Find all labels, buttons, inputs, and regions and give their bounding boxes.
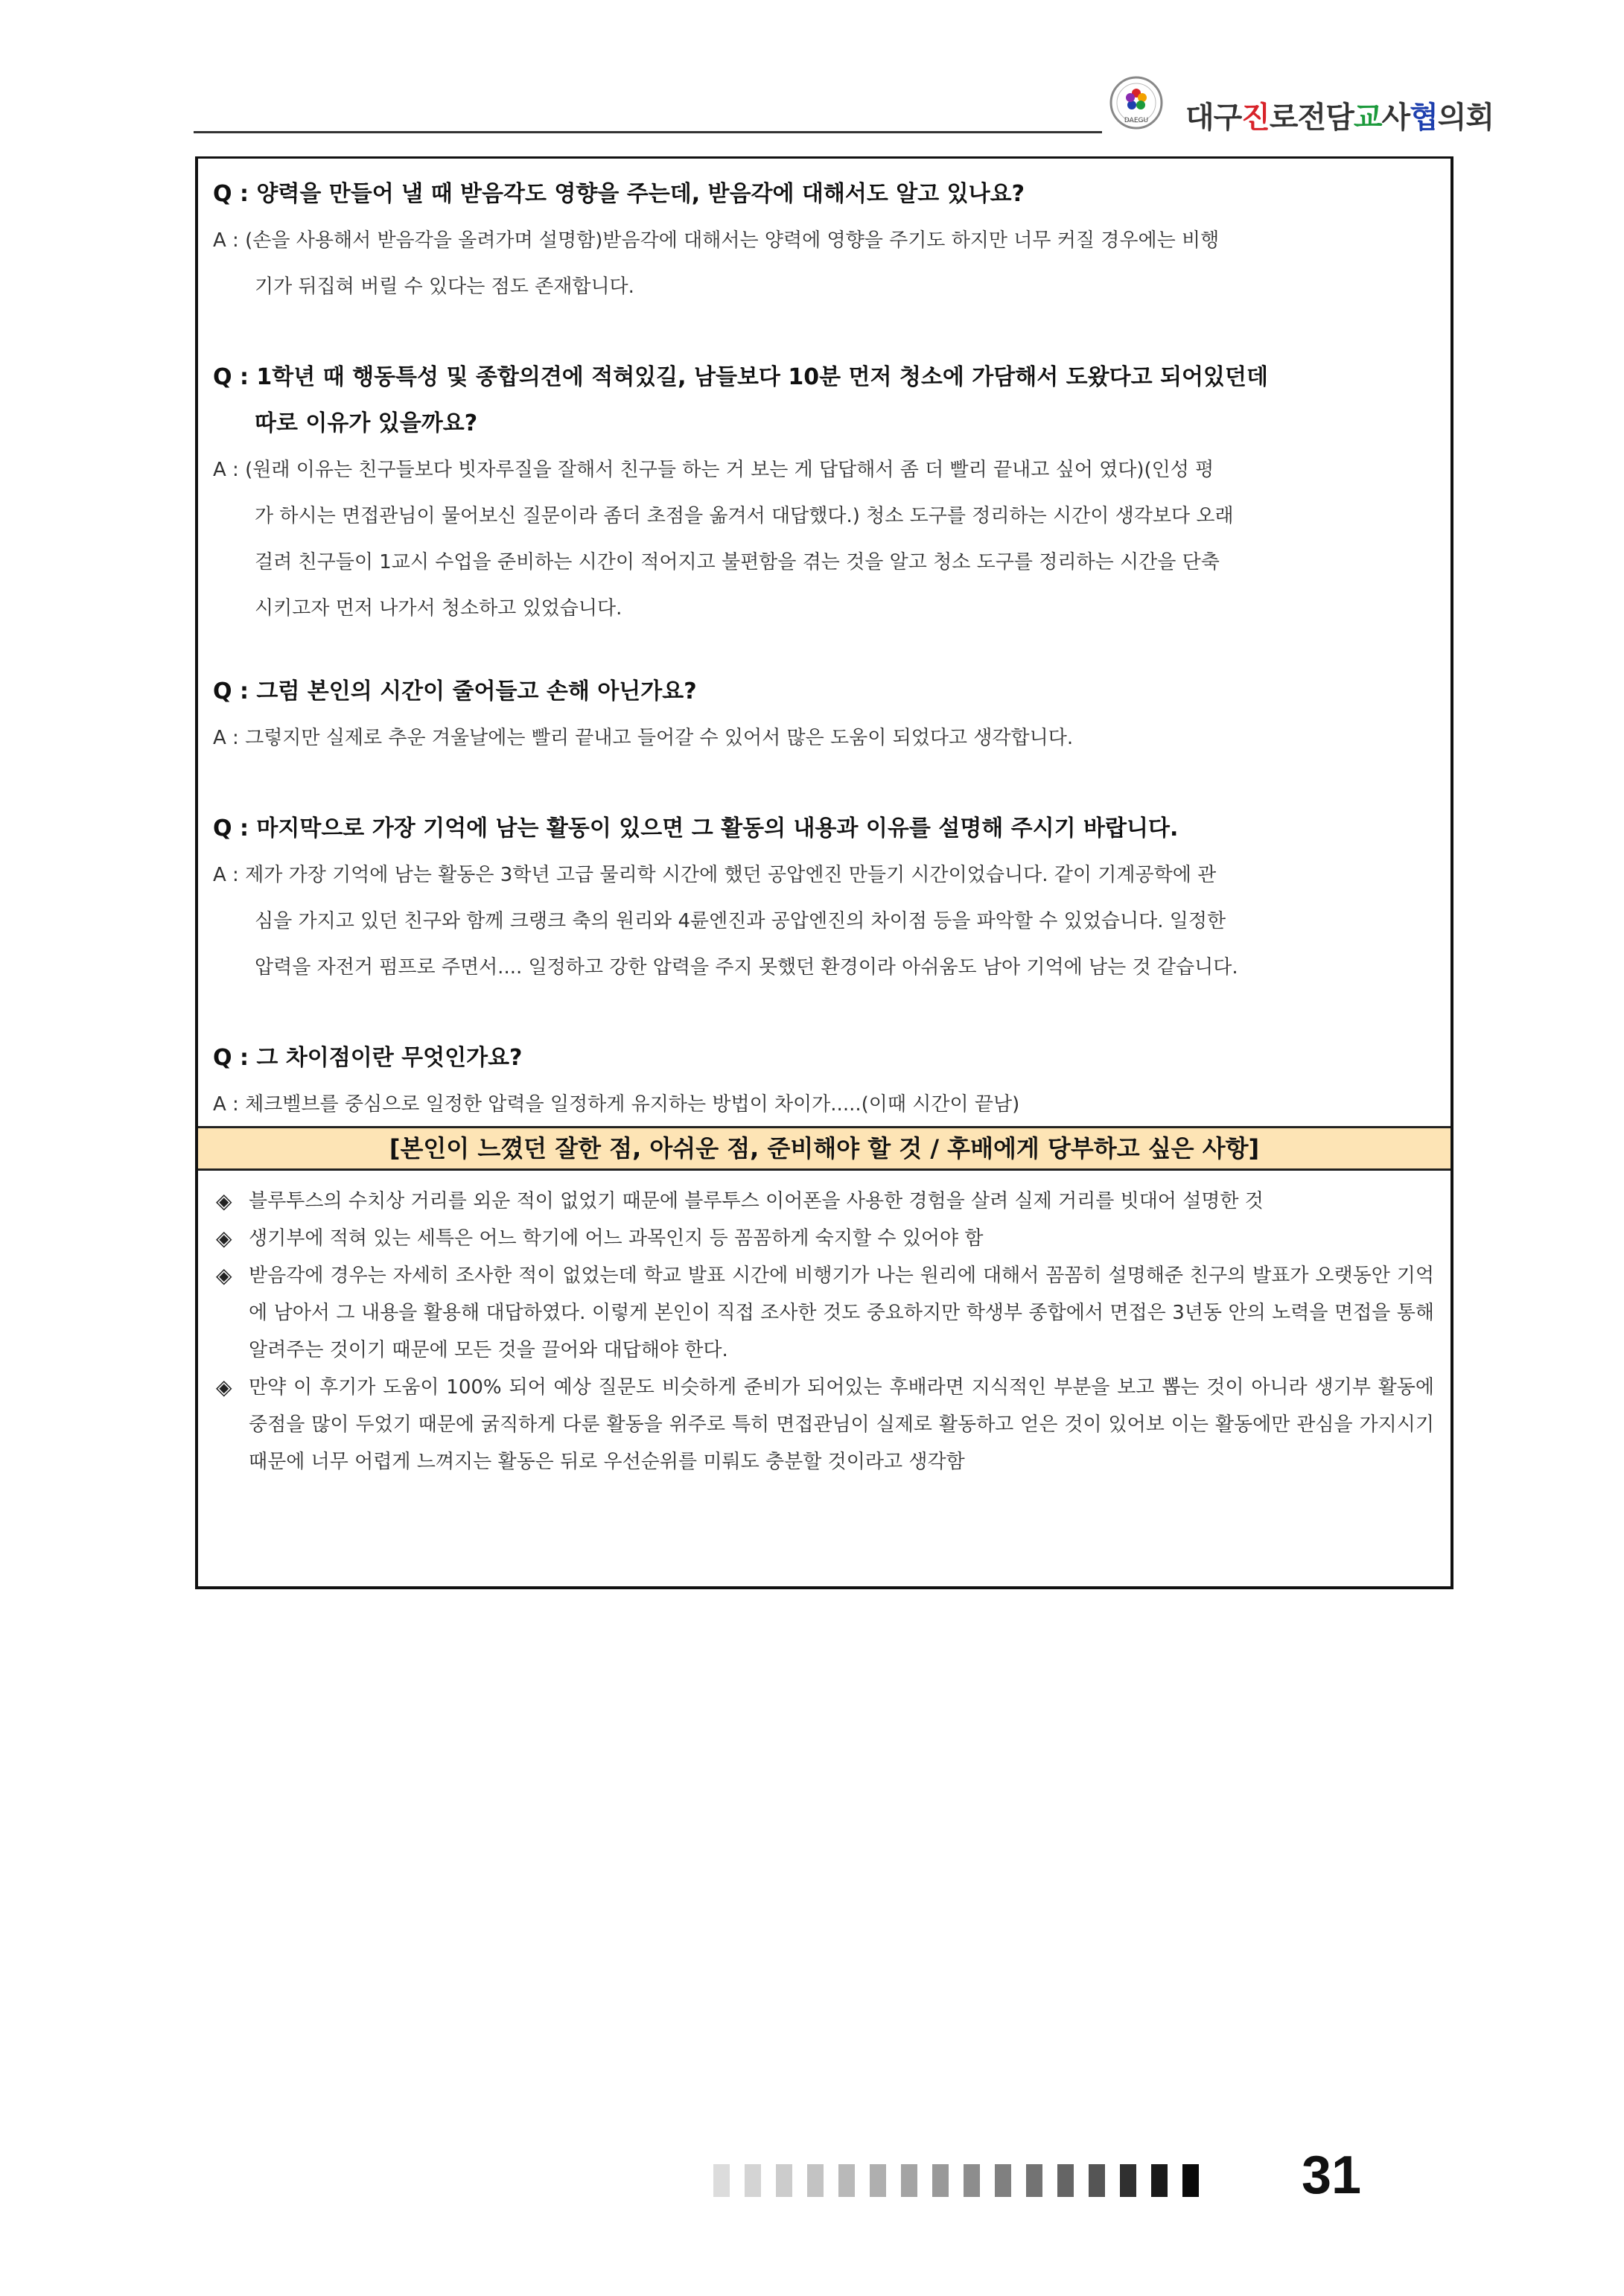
answer-line: 심을 가지고 있던 친구와 함께 크랭크 축의 원리와 4륜엔진과 공압엔진의 차이점 등을 파악할 수 있었습니다. 일정한 [255,910,1226,932]
question-text [213,669,1434,715]
diamond-bullet-icon: ◈ [216,1263,232,1288]
answer-line: A : (손을 사용해서 받음각을 올려가며 설명함)받음각에 대해서는 양력에 영향을 주기도 하지만 너무 커질 경우에는 비행 [213,229,1220,252]
page-number: 31 [1302,2146,1362,2205]
footer-square [807,2164,824,2197]
tip-item [216,1220,1434,1257]
footer-square [870,2164,886,2197]
question-line: Q : 1학년 때 행동특성 및 종합의견에 적혀있길, 남들보다 10분 먼저 청소에 가담해서 도왔다고 되어있던데 [213,364,1268,390]
footer-square [713,2164,730,2197]
answer-line: A : (원래 이유는 친구들보다 빗자루질을 잘해서 친구들 하는 거 보는 게 답답해서 좀 더 빨리 끝내고 싶어 였다)(인성 평 [213,459,1214,481]
question-line: Q : 양력을 만들어 낼 때 받음각도 영향을 주는데, 받음각에 대해서도 알고 있나요? [213,181,1025,207]
question-text [213,1035,1434,1081]
question-text [213,806,1434,852]
answer-line: 시키고자 먼저 나가서 청소하고 있었습니다. [255,597,622,620]
answer-text [213,852,1434,990]
tip-text: 블루투스의 수치상 거리를 외운 적이 없었기 때문에 블루투스 이어폰을 사용한 경험을 살려 실제 거리를 빗대어 설명한 것 [249,1190,1264,1212]
answer-line: 가 하시는 면접관님이 물어보신 질문이라 좀더 초점을 옮겨서 대답했다.) 청소 도구를 정리하는 시간이 생각보다 오래 [255,505,1234,527]
footer-square [745,2164,761,2197]
answer-line: A : 제가 가장 기억에 남는 활동은 3학년 고급 물리학 시간에 했던 공압엔진 만들기 시간이었습니다. 같이 기계공학에 관 [213,864,1217,886]
org-name-part: 협 [1410,101,1438,135]
tips-title: [본인이 느꼈던 잘한 점, 아쉬운 점, 준비해야 할 것 / 후배에게 당부하고 싶은 사항] [198,1126,1451,1171]
qa-block [213,171,1434,310]
diamond-bullet-icon: ◈ [216,1189,232,1213]
question-line: 따로 이유가 있을까요? [255,410,478,436]
qa-block [213,1035,1434,1128]
answer-line: A : 체크벨브를 중심으로 일정한 압력을 일정하게 유지하는 방법이 차이가.....(이때 시간이 끝남) [213,1093,1020,1116]
footer-square [1089,2164,1105,2197]
answer-text [213,715,1434,761]
answer-text [213,1081,1434,1128]
footer-square [964,2164,980,2197]
org-name-part: 교 [1353,101,1382,135]
footer-square [995,2164,1011,2197]
header-rule [194,131,1102,133]
tip-text: 만약 이 후기가 도움이 100% 되어 예상 질문도 비슷하게 준비가 되어있는 후배라면 지식적인 부분을 보고 뽑는 것이 아니라 생기부 활동에 중점을 많이 두었기 때문에 굵직하게 다룬 활동을 위주로 특히 면접관님이 실제로 활동하고 얻은 것이 있어보 이는 활동에만 관심을 가지시기 때문에 너무 어렵게 느껴지는 활동은 뒤로 우선순위를 미뤄도 충분할 것이라고 생각함 [249,1376,1434,1473]
footer-square [901,2164,917,2197]
footer-square [1120,2164,1136,2197]
org-name-part: 로전담 [1269,101,1354,135]
tip-item [216,1369,1434,1481]
question-line: Q : 그럼 본인의 시간이 줄어들고 손해 아닌가요? [213,678,697,705]
answer-line: 압력을 자전거 펌프로 주면서.... 일정하고 강한 압력을 주지 못했던 환경이라 아쉬움도 남아 기억에 남는 것 같습니다. [255,956,1238,979]
organization-name [1185,94,1494,136]
footer-square [1057,2164,1074,2197]
answer-text [213,447,1434,632]
org-name-part: 대구 [1185,101,1242,135]
answer-line: 기가 뒤집혀 버릴 수 있다는 점도 존재합니다. [255,276,634,298]
tip-item [216,1257,1434,1369]
org-name-part: 사 [1381,101,1410,135]
footer-square [838,2164,855,2197]
footer-square [1182,2164,1199,2197]
question-text [213,171,1434,217]
diamond-bullet-icon: ◈ [216,1226,232,1250]
footer-square [1151,2164,1168,2197]
question-line: Q : 마지막으로 가장 기억에 남는 활동이 있으면 그 활동의 내용과 이유를 설명해 주시기 바랍니다. [213,815,1179,842]
answer-text [213,217,1434,310]
answer-line: 걸려 친구들이 1교시 수업을 준비하는 시간이 적어지고 불편함을 겪는 것을 알고 청소 도구를 정리하는 시간을 단축 [255,551,1220,573]
qa-block [213,669,1434,761]
tip-text: 받음각에 경우는 자세히 조사한 적이 없었는데 학교 발표 시간에 비행기가 나는 원리에 대해서 꼼꼼히 설명해준 친구의 발표가 오랫동안 기억에 남아서 그 내용을 활용해 대답하였다. 이렇게 본인이 직접 조사한 것도 중요하지만 학생부 종합에서 면접은 3년동 안의 노력을 면접을 통해 알려주는 것이기 때문에 모든 것을 끌어와 대답해야 한다. [249,1265,1434,1361]
question-text [213,354,1434,447]
org-name-part: 진 [1241,101,1270,135]
footer-progress-squares [713,2164,1199,2197]
svg-text:DAEGU: DAEGU [1124,117,1149,124]
answer-line: A : 그렇지만 실제로 추운 겨울날에는 빨리 끝내고 들어갈 수 있어서 많은 도움이 되었다고 생각합니다. [213,727,1074,749]
tips-list [216,1183,1434,1481]
qa-block [213,806,1434,990]
footer-square [932,2164,949,2197]
tip-text: 생기부에 적혀 있는 세특은 어느 학기에 어느 과목인지 등 꼼꼼하게 숙지할 수 있어야 함 [249,1227,984,1250]
footer-square [1026,2164,1042,2197]
footer-square [776,2164,792,2197]
org-name-part: 의회 [1437,101,1494,135]
tip-item [216,1183,1434,1220]
association-logo-icon [1108,74,1165,131]
diamond-bullet-icon: ◈ [216,1375,232,1399]
question-line: Q : 그 차이점이란 무엇인가요? [213,1045,523,1071]
qa-block [213,354,1434,632]
